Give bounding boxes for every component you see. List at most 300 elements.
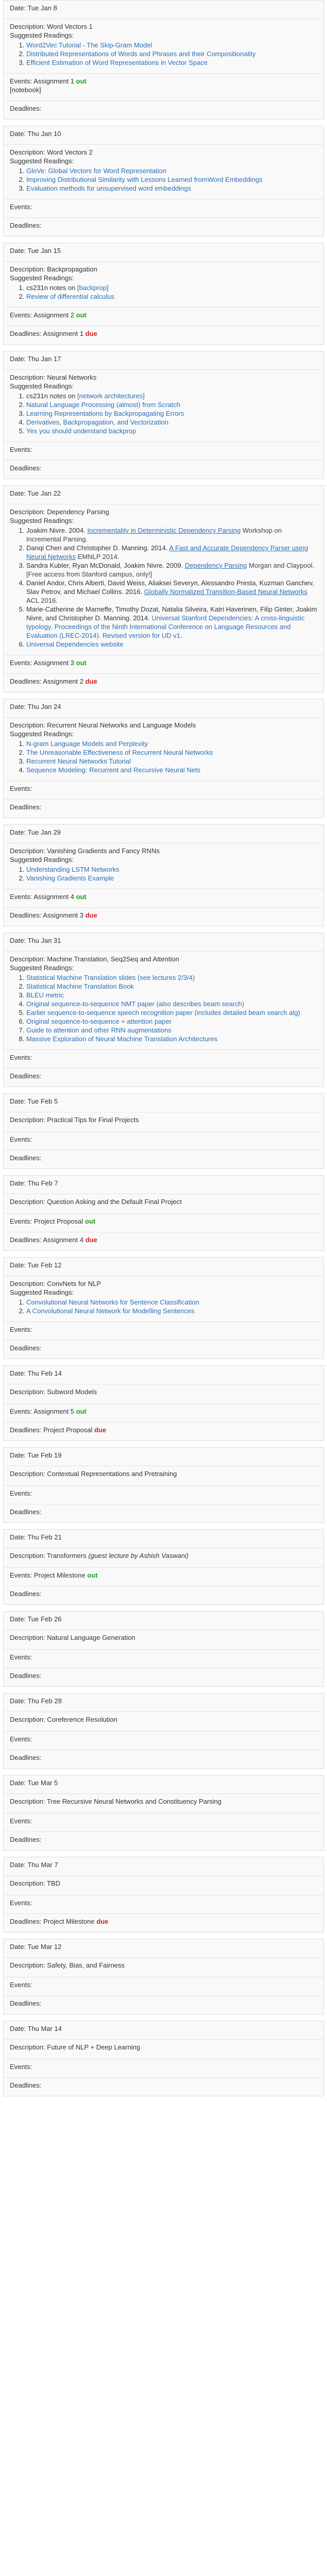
field-label: Deadlines: [10, 464, 42, 472]
readings-header [10, 157, 317, 165]
date-field [4, 2021, 323, 2039]
reading-link[interactable]: N-gram Language Models and Perplexity [26, 740, 148, 748]
reading-link[interactable]: [network architectures] [77, 392, 145, 400]
event-item: Assignment 3 [33, 659, 75, 667]
readings-list [10, 526, 317, 649]
field-label: Date: [10, 2025, 26, 2032]
field-label: Events: [10, 1817, 32, 1825]
deadlines-field [4, 1668, 323, 1686]
field-label: Deadlines: [10, 1072, 42, 1080]
deadline-item: Project Milestone [43, 1918, 95, 1925]
lecture-date: Thu Feb 14 [27, 1369, 62, 1377]
field-label: Description: [10, 23, 45, 30]
lecture-title: ConvNets for NLP [47, 1280, 101, 1287]
field-label: Description: [10, 847, 45, 855]
field-label: Date: [10, 1179, 26, 1187]
deadlines-field [4, 673, 323, 692]
date-field [4, 351, 323, 369]
field-label: Description: [10, 2043, 45, 2051]
lecture-title: Word Vectors 2 [47, 148, 93, 156]
field-label: Suggested Readings: [10, 964, 74, 972]
lecture-date: Thu Jan 10 [27, 130, 61, 138]
date-field [4, 1, 323, 19]
reading-item [26, 427, 317, 435]
events-field [4, 1813, 323, 1832]
lecture-title: Word Vectors 1 [47, 23, 93, 30]
field-label: Deadlines: [10, 1236, 42, 1244]
date-field [4, 1094, 323, 1112]
reading-item [26, 292, 317, 301]
description-field [4, 1384, 323, 1403]
lecture-date: Tue Feb 12 [27, 1261, 62, 1269]
field-label: Date: [10, 1369, 26, 1377]
field-label: Deadlines: [10, 1999, 42, 2007]
reading-text: cs231n notes on [26, 284, 76, 292]
schedule-row [3, 126, 324, 236]
readings-header [10, 31, 317, 40]
field-label: Description: [10, 1716, 45, 1723]
lecture-date: Thu Mar 14 [27, 2025, 62, 2032]
reading-link[interactable]: Original sequence-to-sequence + attention paper [26, 1018, 172, 1025]
lecture-date: Tue Jan 22 [27, 489, 61, 497]
reading-link[interactable]: Incrementality in Deterministic Dependency Parsing [87, 527, 241, 534]
lecture-title: Tree Recursive Neural Networks and Constituency Parsing [47, 1798, 222, 1805]
deadlines-field [4, 1340, 323, 1359]
deadlines-field [4, 1750, 323, 1768]
field-label: Description: [10, 1879, 45, 1887]
field-label: Events: [10, 1136, 32, 1143]
reading-link[interactable]: Universal Dependencies website [26, 640, 124, 648]
reading-link[interactable]: Dependency Parsing [184, 562, 247, 569]
reading-item [26, 400, 317, 409]
field-label: Date: [10, 1615, 26, 1623]
reading-link[interactable]: Recurrent Neural Networks Tutorial [26, 757, 131, 765]
field-label: Description: [10, 265, 45, 273]
lecture-title: Transformers [47, 1552, 87, 1560]
schedule-row [3, 351, 324, 479]
field-label: Deadlines: [10, 330, 42, 337]
field-label: Suggested Readings: [10, 856, 74, 863]
schedule-row [3, 485, 324, 692]
readings-header [10, 516, 317, 525]
status-badge-out: out [76, 659, 87, 667]
field-label: Description: [10, 1634, 45, 1641]
schedule-row [3, 1257, 324, 1359]
reading-text: Marie-Catherine de Marneffe, Timothy Dozat, Natalia Silveira, Katri Haverinen, Filip Ginter, Joakim Nivre, and Christopher D. Manning. 2014. [26, 605, 317, 622]
date-field [4, 825, 323, 843]
reading-text: Sandra Kubler, Ryan McDonald, Joakim Nivre. 2009. [26, 562, 183, 569]
status-badge-due: due [85, 911, 97, 919]
readings-header [10, 963, 317, 972]
lecture-title: Subword Models [47, 1388, 97, 1396]
field-label: Events: [10, 446, 32, 453]
lecture-title: Vanishing Gradients and Fancy RNNs [47, 847, 160, 855]
event-item: Assignment 5 [33, 1408, 75, 1415]
reading-link[interactable]: Distributed Representations of Words and Phrases and their Compositionality [26, 50, 256, 58]
status-badge-due: due [96, 1918, 109, 1925]
schedule-row [3, 1529, 324, 1605]
reading-item [26, 865, 317, 874]
lecture-date: Thu Jan 31 [27, 937, 61, 944]
reading-item [26, 175, 317, 184]
events-field [4, 1213, 323, 1232]
lecture-date: Tue Feb 19 [27, 1451, 62, 1459]
date-field [4, 699, 323, 717]
readings-header [10, 730, 317, 738]
reading-item [26, 973, 317, 982]
schedule-row [3, 1093, 324, 1169]
field-label: Deadlines: [10, 222, 42, 229]
field-label: Description: [10, 1388, 45, 1396]
field-label: Date: [10, 1861, 26, 1869]
deadlines-field [4, 1068, 323, 1087]
reading-link[interactable]: Word2Vec Tutorial - The Skip-Gram Model [26, 41, 152, 49]
reading-item [26, 1298, 317, 1307]
reading-link[interactable]: Convolutional Neural Networks for Sentence Classification [26, 1298, 199, 1306]
reading-item [26, 1035, 317, 1043]
description-field [4, 144, 323, 199]
reading-link[interactable]: Improving Distributional Similarity with Lessons Learned fromWord Embeddings [26, 176, 263, 183]
readings-list [10, 739, 317, 774]
description-field [4, 1957, 323, 1977]
lecture-date: Thu Feb 7 [27, 1179, 58, 1187]
schedule-row [3, 933, 324, 1087]
reading-link[interactable]: A Fast and Accurate Dependency Parser using Neural Networks [26, 544, 308, 561]
field-label: Events: [10, 1326, 32, 1333]
field-label: Date: [10, 937, 26, 944]
field-label: Date: [10, 1533, 26, 1541]
description-field [4, 1630, 323, 1649]
deadlines-field [4, 1504, 323, 1522]
deadline-item: Assignment 1 [43, 330, 84, 337]
reading-link[interactable]: Yes you should understand backprop [26, 427, 136, 435]
field-label: Deadlines: [10, 1754, 42, 1761]
field-label: Date: [10, 355, 26, 363]
description-field [4, 2039, 323, 2059]
reading-item [26, 739, 317, 748]
field-label: Deadlines: [10, 677, 42, 685]
date-field [4, 1857, 323, 1875]
description-field [4, 1276, 323, 1321]
lecture-date: Thu Jan 24 [27, 703, 61, 710]
deadlines-field [4, 1832, 323, 1850]
lecture-date: Tue Feb 5 [27, 1097, 58, 1105]
field-label: Events: [10, 77, 32, 85]
reading-item [26, 757, 317, 766]
field-label: Date: [10, 1097, 26, 1105]
event-item: Project Proposal [33, 1217, 83, 1225]
events-field [4, 1485, 323, 1504]
field-label: Suggested Readings: [10, 517, 74, 524]
field-label: Events: [10, 1054, 32, 1061]
events-field [4, 889, 323, 907]
events-field [4, 1567, 323, 1586]
lecture-title: Backpropagation [47, 265, 97, 273]
status-badge-out: out [76, 311, 87, 319]
lecture-title: Question Asking and the Default Final Project [47, 1198, 182, 1206]
field-label: Events: [10, 1408, 32, 1415]
schedule-row [3, 699, 324, 818]
field-label: Events: [10, 1571, 32, 1579]
event-item: Project Milestone [33, 1571, 85, 1579]
reading-link[interactable]: Guide to attention and other RNN augmentations [26, 1026, 171, 1034]
reading-link[interactable]: Learning Representations by Backpropagating Errors [26, 410, 184, 417]
reading-link[interactable]: GloVe: Global Vectors for Word Representation [26, 167, 167, 175]
events-field [4, 1049, 323, 1068]
field-label: Date: [10, 703, 26, 710]
status-badge-due: due [85, 330, 97, 337]
reading-link[interactable]: [backprop] [77, 284, 109, 292]
date-field [4, 126, 323, 144]
reading-link[interactable]: The Unreasonable Effectiveness of Recurrent Neural Networks [26, 749, 213, 756]
field-label: Description: [10, 1198, 45, 1206]
events-field [4, 1731, 323, 1750]
reading-item [26, 1307, 317, 1315]
reading-link[interactable]: Vanishing Gradients Example [26, 874, 114, 882]
field-label: Deadlines: [10, 1836, 42, 1843]
field-label: Date: [10, 1261, 26, 1269]
field-label: Date: [10, 1697, 26, 1705]
lecture-date: Tue Feb 26 [27, 1615, 62, 1623]
reading-link[interactable]: Derivatives, Backpropagation, and Vectorization [26, 418, 169, 426]
field-label: Description: [10, 1552, 45, 1560]
events-field [4, 781, 323, 799]
field-label: Date: [10, 1451, 26, 1459]
field-label: Deadlines: [10, 1344, 42, 1352]
field-label: Date: [10, 828, 26, 836]
reading-item [26, 999, 317, 1008]
status-badge-out: out [85, 1217, 96, 1225]
field-label: Suggested Readings: [10, 382, 74, 390]
field-label: Description: [10, 148, 45, 156]
date-field [4, 1366, 323, 1384]
date-field [4, 1258, 323, 1276]
schedule-row [3, 1857, 324, 1933]
reading-item [26, 1008, 317, 1017]
reading-item [26, 766, 317, 774]
lecture-date: Tue Jan 15 [27, 247, 61, 255]
reading-text: Joakim Nivre. 2004. [26, 527, 85, 534]
field-label: Deadlines: [10, 2081, 42, 2089]
lecture-title: Practical Tips for Final Projects [47, 1116, 139, 1124]
reading-link[interactable]: Universal Stanford Dependencies: A cross-linguistic typology. Proceedings of the Ninth International Conference on Language Resources and Evaluation (LREC-2014). Revised version for UD v1. [26, 614, 305, 639]
field-label: Events: [10, 2063, 32, 2071]
status-badge-out: out [76, 77, 87, 85]
events-field [4, 655, 323, 673]
lecture-title: Neural Networks [47, 374, 97, 381]
reading-link[interactable]: Massive Exploration of Neural Machine Translation Architectures [26, 1035, 218, 1043]
deadlines-field [4, 1150, 323, 1168]
schedule-row [3, 1939, 324, 2014]
reading-item [26, 392, 317, 400]
lecture-title: Machine Translation, Seq2Seq and Attention [47, 955, 179, 963]
reading-link[interactable]: Statistical Machine Translation slides (see lectures 2/3/4) [26, 974, 195, 981]
reading-item [26, 526, 317, 544]
reading-item [26, 640, 317, 649]
events-field [4, 1131, 323, 1150]
description-field [4, 951, 323, 1049]
field-label: Description: [10, 1116, 45, 1124]
description-field [4, 843, 323, 889]
status-badge-out: out [76, 893, 87, 901]
reading-item [26, 409, 317, 418]
field-label: Date: [10, 489, 26, 497]
schedule-row [3, 1175, 324, 1251]
field-label: Events: [10, 785, 32, 792]
field-label: Deadlines: [10, 1154, 42, 1162]
date-field [4, 933, 323, 951]
deadlines-field [4, 1913, 323, 1932]
readings-header [10, 855, 317, 864]
events-field [4, 73, 323, 100]
field-label: Events: [10, 1981, 32, 1989]
reading-link[interactable]: A Convolutional Neural Network for Modelling Sentences [26, 1307, 195, 1315]
description-field [4, 1112, 323, 1131]
event-item: Assignment 1 [33, 77, 75, 85]
description-field [4, 1711, 323, 1731]
deadlines-field [4, 100, 323, 119]
lecture-title: Recurrent Neural Networks and Language Models [47, 721, 196, 729]
deadlines-field [4, 1995, 323, 2014]
lecture-title: Dependency Parsing [47, 508, 109, 516]
reading-text: Danqi Chen and Christopher D. Manning. 2014. [26, 544, 168, 552]
reading-item [26, 184, 317, 193]
reading-link[interactable]: Natural Language Processing (almost) from Scratch [26, 401, 181, 409]
reading-link[interactable]: Globally Normalized Transition-Based Neural Networks [144, 588, 308, 596]
field-label: Suggested Readings: [10, 274, 74, 282]
reading-item [26, 1026, 317, 1035]
field-label: Deadlines: [10, 911, 42, 919]
reading-link[interactable]: Statistical Machine Translation Book [26, 982, 134, 990]
notebook-link[interactable]: [notebook] [10, 86, 41, 94]
field-label: Suggested Readings: [10, 157, 74, 165]
date-field [4, 486, 323, 504]
deadlines-field [4, 1232, 323, 1250]
description-field [4, 1194, 323, 1213]
schedule-row [3, 1611, 324, 1687]
deadlines-field [4, 460, 323, 479]
event-item: Assignment 4 [33, 893, 75, 901]
reading-item [26, 283, 317, 292]
field-label: Date: [10, 130, 26, 138]
field-label: Description: [10, 508, 45, 516]
reading-source: Workshop on Incremental Parsing. [26, 527, 282, 543]
deadlines-field [4, 326, 323, 344]
lecture-title: Safety, Bias, and Fairness [47, 1961, 125, 1969]
reading-item [26, 58, 317, 67]
deadline-item: Project Proposal [43, 1426, 93, 1434]
reading-source: EMNLP 2014. [77, 553, 119, 561]
reading-text: Daniel Andor, Chris Alberti, David Weiss, Aliaksei Severyn, Alessandro Presta, Kuzman Ganchev, Slav Petrov, and Michael Collins. 2016. [26, 579, 314, 596]
reading-text: cs231n notes on [26, 392, 76, 400]
reading-link[interactable]: Original sequence-to-sequence NMT paper (also describes beam search) [26, 1000, 245, 1008]
description-field [4, 1548, 323, 1567]
field-label: Description: [10, 1798, 45, 1805]
description-field [4, 369, 323, 442]
schedule-row [3, 2021, 324, 2096]
schedule-row [3, 1693, 324, 1769]
date-field [4, 1693, 323, 1711]
reading-source: ACL 2016. [26, 597, 58, 604]
field-label: Description: [10, 1280, 45, 1287]
reading-link[interactable]: BLEU metric [26, 991, 64, 999]
lecture-date: Thu Feb 21 [27, 1533, 62, 1541]
deadlines-field [4, 799, 323, 818]
reading-item [26, 874, 317, 883]
deadlines-field [4, 217, 323, 236]
field-label: Date: [10, 4, 26, 12]
field-label: Suggested Readings: [10, 730, 74, 738]
date-field [4, 1612, 323, 1630]
reading-link[interactable]: Sequence Modeling: Recurrent and Recursive Neural Nets [26, 766, 201, 774]
reading-link[interactable]: Review of differential calculus [26, 293, 115, 300]
field-label: Date: [10, 1943, 26, 1951]
field-label: Deadlines: [10, 1918, 42, 1925]
schedule-row [3, 824, 324, 926]
reading-link[interactable]: Evaluation methods for unsupervised word embeddings [26, 184, 192, 192]
description-field [4, 504, 323, 655]
field-label: Events: [10, 1899, 32, 1907]
status-badge-due: due [94, 1426, 107, 1434]
events-field [4, 307, 323, 326]
field-label: Description: [10, 1470, 45, 1478]
reading-link[interactable]: Understanding LSTM Networks [26, 866, 119, 873]
status-badge-out: out [76, 1408, 87, 1415]
deadline-item: Assignment 3 [43, 911, 84, 919]
lecture-date: Tue Jan 8 [27, 4, 57, 12]
field-label: Events: [10, 1735, 32, 1743]
events-field [4, 442, 323, 460]
reading-item [26, 605, 317, 640]
field-label: Deadlines: [10, 1426, 42, 1434]
field-label: Suggested Readings: [10, 1289, 74, 1296]
reading-item [26, 748, 317, 757]
field-label: Date: [10, 1779, 26, 1787]
field-label: Date: [10, 247, 26, 255]
events-field [4, 2059, 323, 2077]
schedule-row [3, 1447, 324, 1523]
field-label: Description: [10, 1961, 45, 1969]
date-field [4, 1448, 323, 1466]
events-field [4, 199, 323, 217]
date-field [4, 1775, 323, 1793]
events-field [4, 1649, 323, 1668]
schedule-row [3, 243, 324, 345]
reading-link[interactable]: Earlier sequence-to-sequence speech recognition paper (includes detailed beam search alg) [26, 1009, 300, 1016]
description-field [4, 1875, 323, 1895]
field-label: Events: [10, 893, 32, 901]
events-field [4, 1977, 323, 1995]
reading-item [26, 49, 317, 58]
field-label: Deadlines: [10, 105, 42, 112]
readings-list [10, 973, 317, 1043]
events-field [4, 1895, 323, 1913]
reading-link[interactable]: Efficient Estimation of Word Representations in Vector Space [26, 59, 208, 66]
lecture-title: Future of NLP + Deep Learning [47, 2043, 141, 2051]
date-field [4, 243, 323, 261]
description-field [4, 1466, 323, 1485]
readings-list [10, 865, 317, 883]
deadlines-field [4, 907, 323, 926]
reading-item [26, 418, 317, 427]
field-label: Description: [10, 721, 45, 729]
readings-header [10, 274, 317, 282]
description-field [4, 1793, 323, 1813]
readings-header [10, 382, 317, 391]
deadlines-field [4, 1586, 323, 1604]
lecture-title: TBD [47, 1879, 61, 1887]
event-item: Assignment 2 [33, 311, 75, 319]
